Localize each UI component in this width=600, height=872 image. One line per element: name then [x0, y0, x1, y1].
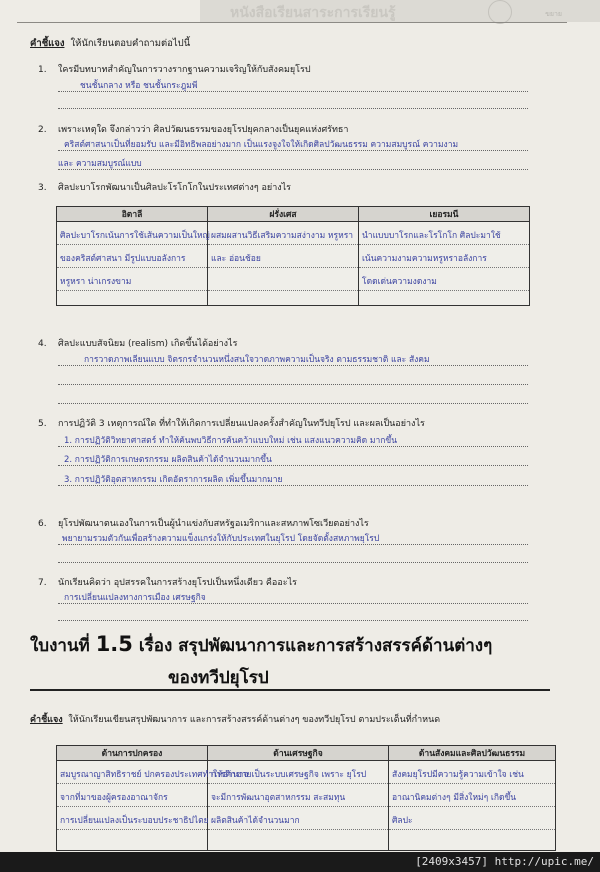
table-row: โดดเด่นความงดงาม	[359, 268, 529, 291]
table-row: อาณานิคมต่างๆ มีสิ่งใหม่ๆ เกิดขึ้น	[389, 784, 555, 807]
question-7: 7. นักเรียนคิดว่า อุปสรรคในการสร้างยุโรปเป็นหนึ่งเดียว คืออะไร	[38, 578, 297, 588]
question-4: 4. ศิลปะแบบสัจนิยม (realism) เกิดขึ้นได้อย่างไร	[38, 339, 238, 349]
answer-line	[58, 465, 528, 466]
worksheet-title-line-2: ของทวีปยุโรป	[168, 668, 269, 688]
header-government: ด้านการปกครอง	[57, 746, 208, 761]
italy-cell	[57, 222, 208, 306]
table-row: หรูหรา น่าเกรงขาม	[57, 268, 207, 291]
answer-line	[58, 485, 528, 486]
title-rule	[30, 689, 550, 691]
answer-5-line-2: 2. การปฏิวัติการเกษตรกรรม ผลิตสินค้าได้จำนวนมากขึ้น	[64, 455, 272, 465]
header-italy: อิตาลี	[57, 207, 208, 222]
answer-line	[58, 150, 528, 151]
question-5: 5. การปฏิวัติ 3 เหตุการณ์ใด ที่ทำให้เกิดการเปลี่ยนแปลงครั้งสำคัญในทวีปยุโรป และผลเป็นอย่างไร	[38, 419, 425, 429]
worksheet-title: ใบงานที่ 1.5 เรื่อง สรุปพัฒนาการและการสร้างสรรค์ด้านต่างๆ	[30, 632, 493, 656]
top-instruction	[30, 36, 190, 51]
answer-line	[58, 91, 528, 92]
table-row: นำแบบบาโรกและโรโกโก ศิลปะมาใช้	[359, 222, 529, 245]
answer-1: ชนชั้นกลาง หรือ ชนชั้นกระฎุมพี	[80, 81, 198, 91]
answer-2-line-1: คริสต์ศาสนาเป็นที่ยอมรับ และมีอิทธิพลอย่างมาก เป็นแรงจูงใจให้เกิดศิลปวัฒนธรรม ความสมบูรณ์ ความงาม	[64, 140, 459, 150]
table-row: ของคริสต์ศาสนา มีรูปแบบอลังการ	[57, 245, 207, 268]
answer-line	[58, 403, 528, 404]
answer-7: การเปลี่ยนแปลงทางการเมือง เศรษฐกิจ	[64, 593, 206, 603]
instruction-text: ให้นักเรียนตอบคำถามต่อไปนี้	[70, 38, 191, 49]
answer-2-line-2: และ ความสมบูรณ์แบบ	[58, 159, 142, 169]
answer-line	[58, 446, 528, 447]
question-3: 3. ศิลปะบาโรกพัฒนาเป็นศิลปะโรโกโกในประเทศต่างๆ อย่างไร	[38, 183, 292, 193]
france-cell	[208, 222, 359, 306]
answer-line	[58, 620, 528, 621]
answer-5-line-3: 3. การปฏิวัติอุตสาหกรรม เกิดอัตราการผลิต เพิ่มขึ้นมากมาย	[64, 475, 283, 485]
answer-6: พยายามรวมตัวกันเพื่อสร้างความแข็งแกร่งให้กับประเทศในยุโรป โดยจัดตั้งสหภาพยุโรป	[62, 534, 380, 544]
baroque-rococo-table	[56, 206, 530, 306]
answer-line	[58, 384, 528, 385]
header-germany: เยอรมนี	[359, 207, 530, 222]
table-row: สมบูรณาญาสิทธิราชย์ ปกครองประเทศทำให้อำนาจ	[57, 761, 207, 784]
faded-seal-icon	[488, 0, 512, 24]
table-row: และ อ่อนช้อย	[208, 245, 358, 268]
table-row: การเปลี่ยนแปลงเป็นระบอบประชาธิปไตย	[57, 807, 207, 830]
header-corner-text: ขยาย	[545, 10, 562, 18]
faded-header-text: หนังสือเรียนสาระการเรียนรู้	[230, 5, 396, 21]
answer-line	[58, 169, 528, 170]
answer-5-line-1: 1. การปฏิวัติวิทยาศาสตร์ ทำให้ค้นพบวิธีการค้นคว้าแบบใหม่ เช่น แสงแนวความคิด มากขึ้น	[64, 436, 398, 446]
header-france: ฝรั่งเศส	[208, 207, 359, 222]
answer-line	[58, 544, 528, 545]
table-row: จะมีการพัฒนาอุตสาหกรรม สะสมทุน	[208, 784, 388, 807]
germany-cell	[359, 222, 530, 306]
table-row: ผสมผสานวิธีเสริมความสง่างาม หรูหรา	[208, 222, 358, 245]
question-1: 1. ใครมีบทบาทสำคัญในการวางรากฐานความเจริญให้กับสังคมยุโรป	[38, 65, 311, 75]
table-row	[208, 268, 358, 291]
instruction-label: คำชี้แจง	[30, 38, 65, 49]
question-2: 2. เพราะเหตุใด จึงกล่าวว่า ศิลปวัฒนธรรมของยุโรปยุคกลางเป็นยุคแห่งศรัทธา	[38, 125, 349, 135]
answer-line	[58, 603, 528, 604]
instruction-label: คำชี้แจง	[30, 715, 63, 725]
answer-4: การวาดภาพเลียนแบบ จิตรกรจำนวนหนึ่งสนใจวาดภาพความเป็นจริง ตามธรรมชาติ และ สังคม	[84, 355, 430, 365]
government-cell	[57, 761, 249, 851]
header-society-culture: ด้านสังคมและศิลปวัฒนธรรม	[389, 746, 556, 761]
table-row: การค้าขายเป็นระบบเศรษฐกิจ เพราะ ยุโรป	[208, 761, 388, 784]
table-row: สังคมยุโรปมีความรู้ความเข้าใจ เช่น	[389, 761, 555, 784]
economy-cell	[208, 761, 389, 851]
table-row: เน้นความงามความหรูหราอลังการ	[359, 245, 529, 268]
top-rule	[17, 22, 567, 23]
answer-line	[58, 365, 528, 366]
summary-table	[56, 745, 556, 851]
faded-header-band	[200, 0, 600, 22]
table-row: ผลิตสินค้าได้จำนวนมาก	[208, 807, 388, 830]
answer-line	[58, 108, 528, 109]
bottom-instruction	[30, 712, 440, 726]
answer-line	[58, 562, 528, 563]
society-culture-cell	[389, 761, 556, 851]
header-economy: ด้านเศรษฐกิจ	[208, 746, 389, 761]
table-row: ศิลปะ	[389, 807, 555, 830]
instruction-text: ให้นักเรียนเขียนสรุปพัฒนาการ และการสร้างสรรค์ด้านต่างๆ ของทวีปยุโรป ตามประเด็นที่กำหนด	[68, 715, 441, 725]
image-source-footer: [2409x3457] http://upic.me/	[415, 855, 594, 868]
question-6: 6. ยุโรปพัฒนาตนเองในการเป็นผู้นำแข่งกับสหรัฐอเมริกาและสหภาพโซเวียตอย่างไร	[38, 519, 369, 529]
table-row: จากที่มาของผู้ครองอาณาจักร	[57, 784, 207, 807]
table-row: ศิลปะบาโรกเน้นการใช้เส้นความเป็นใหญ่	[57, 222, 207, 245]
